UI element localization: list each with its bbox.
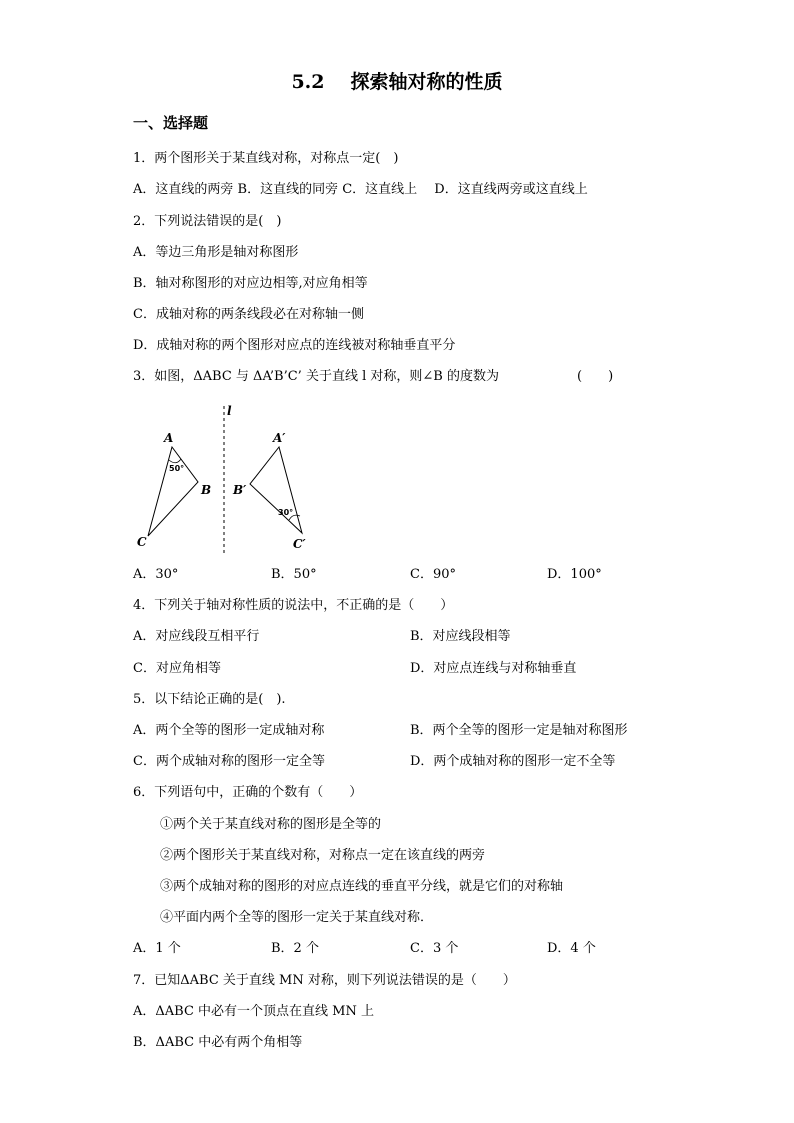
question-2-option-d: D．成轴对称的两个图形对应点的连线被对称轴垂直平分 — [133, 338, 456, 353]
triangle-a-prime-b-prime-c-prime — [250, 447, 302, 533]
question-5-option-a: A．两个全等的图形一定成轴对称 — [133, 723, 325, 738]
title-text: 探索轴对称的性质 — [350, 71, 503, 93]
question-5-stem: 5．以下结论正确的是( ). — [133, 692, 286, 707]
question-3-stem: 3．如图，ΔABC 与 ΔA’B’C’ 关于直线 l 对称，则∠B 的度数为 — [133, 369, 499, 384]
question-6-stem: 6．下列语句中，正确的个数有（ ） — [133, 785, 363, 800]
question-2-option-b: B．轴对称图形的对应边相等,对应角相等 — [133, 276, 368, 291]
question-1-stem: 1．两个图形关于某直线对称，对称点一定( ) — [133, 151, 399, 166]
question-6-statement-1: ①两个关于某直线对称的图形是全等的 — [160, 817, 382, 832]
question-4-option-c: C．对应角相等 — [133, 661, 221, 676]
question-6-option-d: D．4 个 — [547, 941, 596, 956]
question-5-option-c: C．两个成轴对称的图形一定全等 — [133, 754, 325, 769]
question-4-stem: 4．下列关于轴对称性质的说法中，不正确的是（ ） — [133, 598, 454, 613]
question-5-option-d: D．两个成轴对称的图形一定不全等 — [410, 754, 616, 769]
question-3-option-d: D．100° — [547, 567, 602, 582]
question-6-statement-4: ④平面内两个全等的图形一定关于某直线对称． — [160, 910, 434, 925]
question-7-stem: 7．已知ΔABC 关于直线 MN 对称，则下列说法错误的是（ ） — [133, 973, 516, 988]
triangle-abc — [148, 447, 198, 536]
question-5-option-b: B．两个全等的图形一定是轴对称图形 — [410, 723, 628, 738]
question-2-stem: 2．下列说法错误的是( ) — [133, 214, 282, 229]
question-3-option-a: A．30° — [133, 567, 179, 582]
question-6-statement-2: ②两个图形关于某直线对称，对称点一定在该直线的两旁 — [160, 848, 486, 863]
question-4-option-b: B．对应线段相等 — [410, 629, 511, 644]
vertex-b-prime-label: B′ — [233, 483, 247, 497]
vertex-c-label: C — [137, 535, 147, 549]
question-3-option-c: C．90° — [410, 567, 456, 582]
question-3-option-b: B．50° — [271, 567, 317, 582]
vertex-c-prime-label: C′ — [293, 537, 306, 551]
angle-a-value: 50° — [169, 464, 185, 473]
question-6-option-a: A．1 个 — [133, 941, 181, 956]
section-number: 5.2 — [291, 71, 325, 93]
question-2-option-c: C．成轴对称的两条线段必在对称轴一侧 — [133, 307, 364, 322]
question-7-option-a: A．ΔABC 中必有一个顶点在直线 MN 上 — [133, 1004, 374, 1019]
vertex-a-label: A — [164, 431, 174, 445]
axis-label: l — [227, 404, 232, 418]
question-6-option-b: B．2 个 — [271, 941, 319, 956]
question-2-option-a: A．等边三角形是轴对称图形 — [133, 245, 299, 260]
question-6-option-c: C．3 个 — [410, 941, 459, 956]
question-4-option-d: D．对应点连线与对称轴垂直 — [410, 661, 577, 676]
question-6-statement-3: ③两个成轴对称的图形的对应点连线的垂直平分线，就是它们的对称轴 — [160, 879, 564, 894]
angle-c-prime-value: 30° — [278, 508, 294, 517]
question-4-option-a: A．对应线段互相平行 — [133, 629, 260, 644]
angle-a-arc — [169, 459, 181, 463]
vertex-a-prime-label: A′ — [273, 431, 286, 445]
question-1-options: A．这直线的两旁 B．这直线的同旁 C．这直线上 D．这直线两旁或这直线上 — [133, 182, 588, 197]
question-7-option-b: B．ΔABC 中必有两个角相等 — [133, 1035, 303, 1050]
vertex-b-label: B — [201, 483, 212, 497]
question-3-answer-paren: ( ) — [577, 369, 614, 384]
section-heading: 一、选择题 — [133, 114, 209, 132]
